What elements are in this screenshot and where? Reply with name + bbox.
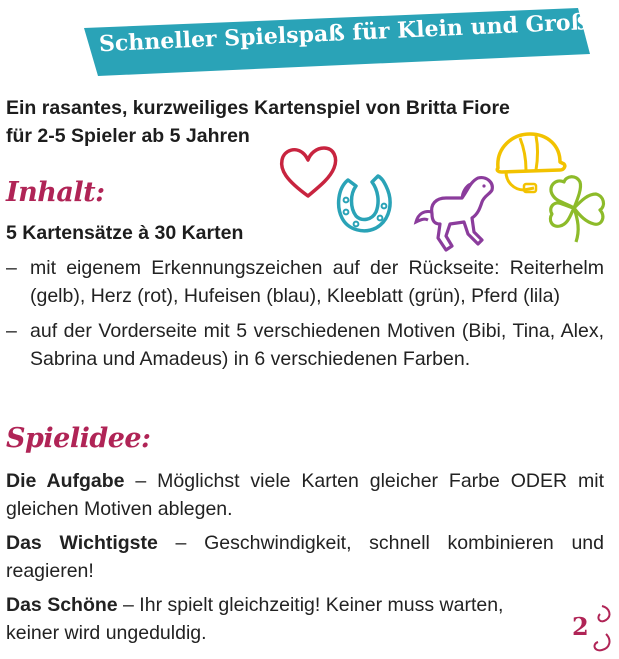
paragraph-label: Das Wichtigste <box>6 532 158 554</box>
paragraph-wichtigste <box>6 529 604 585</box>
list-item <box>6 254 604 310</box>
intro-line-1: Ein rasantes, kurzweiliges Kartenspiel von Britta Fiore <box>6 97 510 119</box>
paragraph-label: Das Schöne <box>6 594 118 616</box>
heart-icon <box>276 142 340 202</box>
list-item-text: mit eigenem Erkennungszeichen auf der Rückseite: Reiterhelm (gelb), Herz (rot), Hufeisen (blau), Kleeblatt (grün), Pferd (lila) <box>30 257 604 307</box>
paragraph-schoene <box>6 591 526 647</box>
paragraph-text: – Ihr spielt gleichzeitig! Keiner muss warten, keiner wird ungeduldig. <box>6 594 504 644</box>
banner-title: Schneller Spielspaß für Klein und Groß! <box>98 8 598 58</box>
card-sets-title: 5 Kartensätze à 30 Karten <box>6 222 244 244</box>
page-number: 2 <box>572 612 589 641</box>
list-item <box>6 317 604 373</box>
paragraph-text: – Geschwindigkeit, schnell kombinieren und reagieren! <box>6 532 604 582</box>
list-item-text: auf der Vorderseite mit 5 verschiedenen Motiven (Bibi, Tina, Alex, Sabrina und Amadeus) in 6 verschiedenen Farben. <box>30 320 604 370</box>
paragraph-label: Die Aufgabe <box>6 470 125 492</box>
horse-icon <box>412 174 496 254</box>
section-heading-inhalt: Inhalt: <box>6 177 105 208</box>
contents-list <box>6 254 604 380</box>
horseshoe-icon <box>334 172 396 238</box>
dash-bullet: – <box>6 257 17 279</box>
intro-line-2: für 2-5 Spieler ab 5 Jahren <box>6 125 250 147</box>
card-back-symbols <box>272 130 612 255</box>
title-banner <box>78 6 598 76</box>
paragraph-text: – Möglichst viele Karten gleicher Farbe ODER mit gleichen Motiven ablegen. <box>6 470 604 520</box>
paragraph-aufgabe <box>6 467 604 523</box>
clover-icon <box>542 172 608 244</box>
section-heading-spielidee: Spielidee: <box>6 423 151 454</box>
dash-bullet: – <box>6 320 17 342</box>
